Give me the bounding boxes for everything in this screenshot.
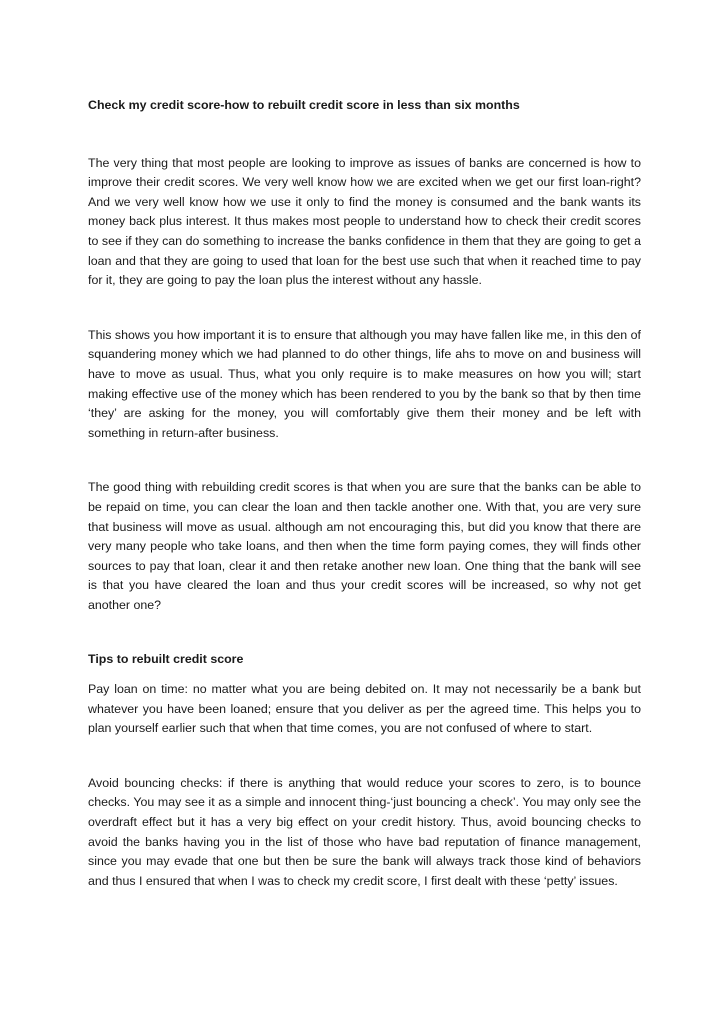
tip-pay-on-time: Pay loan on time: no matter what you are being debited on. It may not necessarily be a bank but whatever you have been loaned; ensure that you deliver as per the agreed time. This helps you to plan yourself earlier such that when that time comes, you are not confused of where to start. <box>88 682 641 736</box>
document-title: Check my credit score-how to rebuilt credit score in less than six months <box>88 98 520 112</box>
document-page <box>88 96 641 891</box>
spacer <box>88 670 641 680</box>
spacer <box>88 615 641 650</box>
spacer <box>88 116 641 154</box>
paragraph-rebuilding: The good thing with rebuilding credit scores is that when you are sure that the banks can be able to be repaid on time, you can clear the loan and then tackle another one. With that, you are very sure that business will move as usual. although am not encouraging this, but did you know that there are very many people who take loans, and then when the time form paying comes, they will finds other sources to pay that loan, clear it and then retake another new loan. One thing that the bank will see is that you have cleared the loan and thus your credit scores will be increased, so why not get another one? <box>88 480 641 612</box>
paragraph-intro: The very thing that most people are looking to improve as issues of banks are concerned is how to improve their credit scores. We very well know how we are excited when we get our first loan-right? And we very well know how we use it only to find the money is consumed and the bank wants its money back plus interest. It thus makes most people to understand how to check their credit scores to see if they can do something to increase the banks confidence in them that they are going to get a loan and that they are going to used that loan for the best use such that when it reached time to pay for it, they are going to pay the loan plus the interest without any hassle. <box>88 155 641 288</box>
paragraph-importance: This shows you how important it is to ensure that although you may have fallen like me, in this den of squandering money which we had planned to do other things, life ahs to move on and business will have to move as usual. Thus, what you only require is to make measures on how you will; start making effective use of the money which has been rendered to you by the bank so that by then time ‘they’ are asking for the money, you will comfortably give them their money and be left with something in return-after business. <box>88 327 641 440</box>
tip-avoid-bouncing-checks: Avoid bouncing checks: if there is anything that would reduce your scores to zero, is to bounce checks. You may see it as a simple and innocent thing-‘just bouncing a check’. You may only see the overdraft effect but it has a very big effect on your credit history. Thus, avoid bouncing checks to avoid the banks having you in the list of those who have bad reputation of finance management, since you may evade that one but then be sure the bank will always track those kind of behaviors and thus I ensured that when I was to check my credit score, I first dealt with these ‘petty’ issues. <box>88 775 641 888</box>
spacer <box>88 739 641 774</box>
tips-heading: Tips to rebuilt credit score <box>88 652 244 667</box>
spacer <box>88 443 641 478</box>
spacer <box>88 291 641 326</box>
